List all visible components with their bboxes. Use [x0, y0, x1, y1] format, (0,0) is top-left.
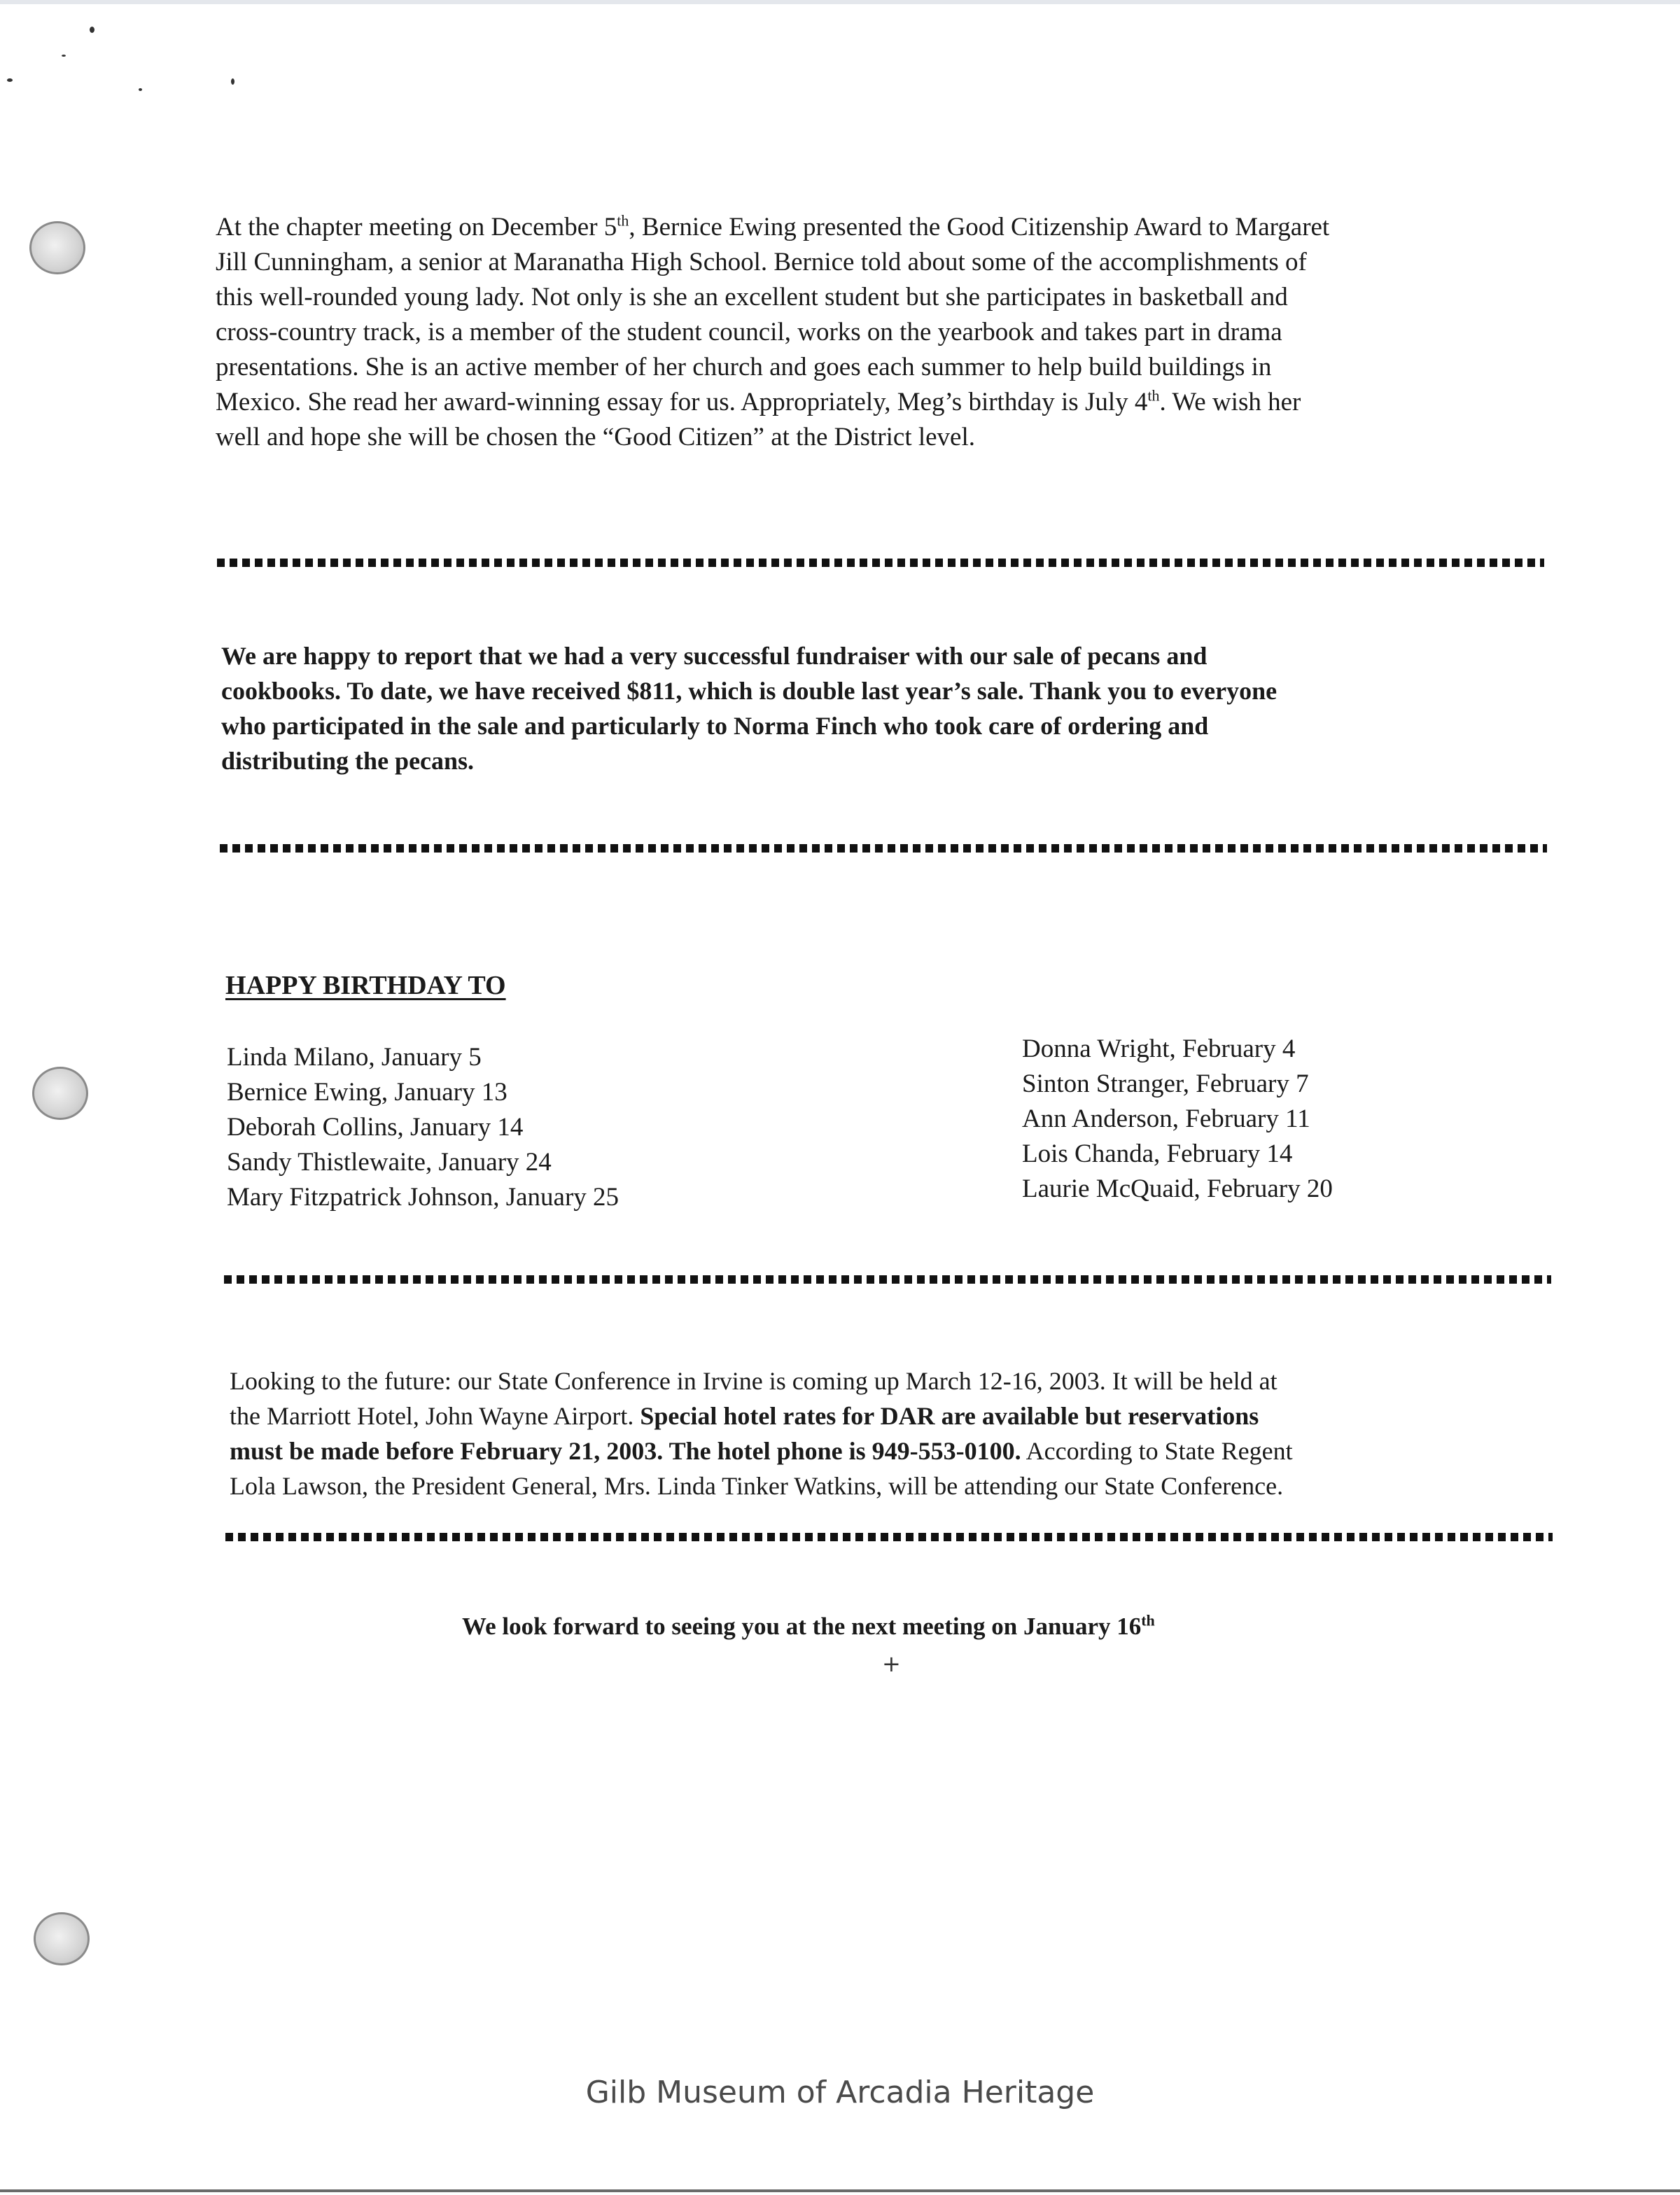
ordinal-suffix: th	[1141, 1611, 1155, 1629]
paragraph-line: cross-country track, is a member of the student council, works on the yearbook and takes part in drama	[216, 318, 1282, 346]
list-item: Bernice Ewing, January 13	[227, 1078, 507, 1107]
state-conference-paragraph	[230, 1363, 1293, 1503]
paragraph-line: Looking to the future: our State Conference in Irvine is coming up March 12-16, 2003. It will be held at	[230, 1367, 1278, 1395]
line-text: We look forward to seeing you at the next meeting on January 16	[462, 1613, 1142, 1640]
list-item: Sandy Thistlewaite, January 24	[227, 1148, 552, 1177]
birthday-heading: HAPPY BIRTHDAY TO	[225, 971, 506, 1000]
scan-speck	[7, 78, 13, 82]
scan-speck	[139, 88, 142, 91]
paragraph-line: We are happy to report that we had a very successful fundraiser with our sale of pecans and	[221, 642, 1208, 670]
scan-bottom-edge	[0, 2189, 1680, 2192]
paragraph-line	[216, 210, 1329, 245]
line-text: , Bernice Ewing presented the Good Citizenship Award to Margaret	[629, 213, 1330, 241]
hotel-phone-notice: must be made before February 21, 2003. The hotel phone is 949-553-0100.	[230, 1437, 1021, 1465]
list-item: Mary Fitzpatrick Johnson, January 25	[227, 1183, 620, 1212]
paragraph-line: presentations. She is an active member of her church and goes each summer to help build buildings in	[216, 353, 1272, 381]
dotted-divider	[217, 559, 1544, 567]
dotted-divider	[220, 844, 1547, 853]
scan-speck	[62, 55, 66, 57]
paragraph-line: this well-rounded young lady. Not only is she an excellent student but she participates in basketball and	[216, 283, 1288, 311]
scan-speck	[90, 27, 94, 33]
line-text: According to State Regent	[1021, 1437, 1293, 1465]
list-item: Donna Wright, February 4	[1022, 1035, 1296, 1063]
list-item: Deborah Collins, January 14	[227, 1113, 524, 1142]
list-item: Sinton Stranger, February 7	[1022, 1070, 1309, 1098]
dotted-divider	[225, 1533, 1553, 1541]
dotted-divider	[224, 1275, 1551, 1284]
line-text: the Marriott Hotel, John Wayne Airport.	[230, 1402, 640, 1430]
list-item: Lois Chanda, February 14	[1022, 1139, 1293, 1168]
list-item: Laurie McQuaid, February 20	[1022, 1174, 1333, 1203]
paragraph-line: Lola Lawson, the President General, Mrs. Linda Tinker Watkins, will be attending our State Conference.	[230, 1472, 1284, 1500]
list-item: Linda Milano, January 5	[227, 1043, 482, 1072]
punch-hole-middle	[32, 1067, 88, 1120]
paragraph-line: well and hope she will be chosen the “Good Citizen” at the District level.	[216, 423, 976, 451]
line-text: Mexico. She read her award-winning essay for us. Appropriately, Meg’s birthday is July 4	[216, 388, 1148, 416]
ordinal-suffix: th	[617, 211, 629, 230]
line-text: . We wish her	[1159, 388, 1301, 416]
next-meeting-note	[462, 1613, 1155, 1641]
ordinal-suffix: th	[1147, 386, 1160, 405]
paragraph-line: Jill Cunningham, a senior at Maranatha High School. Bernice told about some of the accomplishments of	[216, 248, 1307, 276]
february-birthday-list	[1022, 1032, 1333, 1207]
fundraiser-paragraph	[221, 638, 1277, 778]
line-text: At the chapter meeting on December 5	[216, 213, 617, 241]
hotel-rates-notice: Special hotel rates for DAR are available but reservations	[640, 1402, 1259, 1430]
punch-hole-bottom	[34, 1912, 90, 1965]
plus-mark: +	[882, 1650, 901, 1677]
punch-hole-top	[29, 221, 85, 274]
january-birthday-list	[227, 1040, 619, 1215]
good-citizenship-paragraph	[216, 210, 1329, 455]
paragraph-line: who participated in the sale and particularly to Norma Finch who took care of ordering and	[221, 712, 1209, 740]
paragraph-line	[230, 1433, 1293, 1468]
museum-watermark: Gilb Museum of Arcadia Heritage	[585, 2075, 1095, 2110]
scan-speck	[231, 78, 234, 85]
paragraph-line: cookbooks. To date, we have received $811, which is double last year’s sale. Thank you to everyone	[221, 677, 1278, 705]
scan-top-edge	[0, 0, 1680, 4]
paragraph-line	[230, 1398, 1293, 1433]
list-item: Ann Anderson, February 11	[1022, 1104, 1310, 1133]
paragraph-line	[216, 385, 1329, 420]
paragraph-line: distributing the pecans.	[221, 747, 475, 775]
